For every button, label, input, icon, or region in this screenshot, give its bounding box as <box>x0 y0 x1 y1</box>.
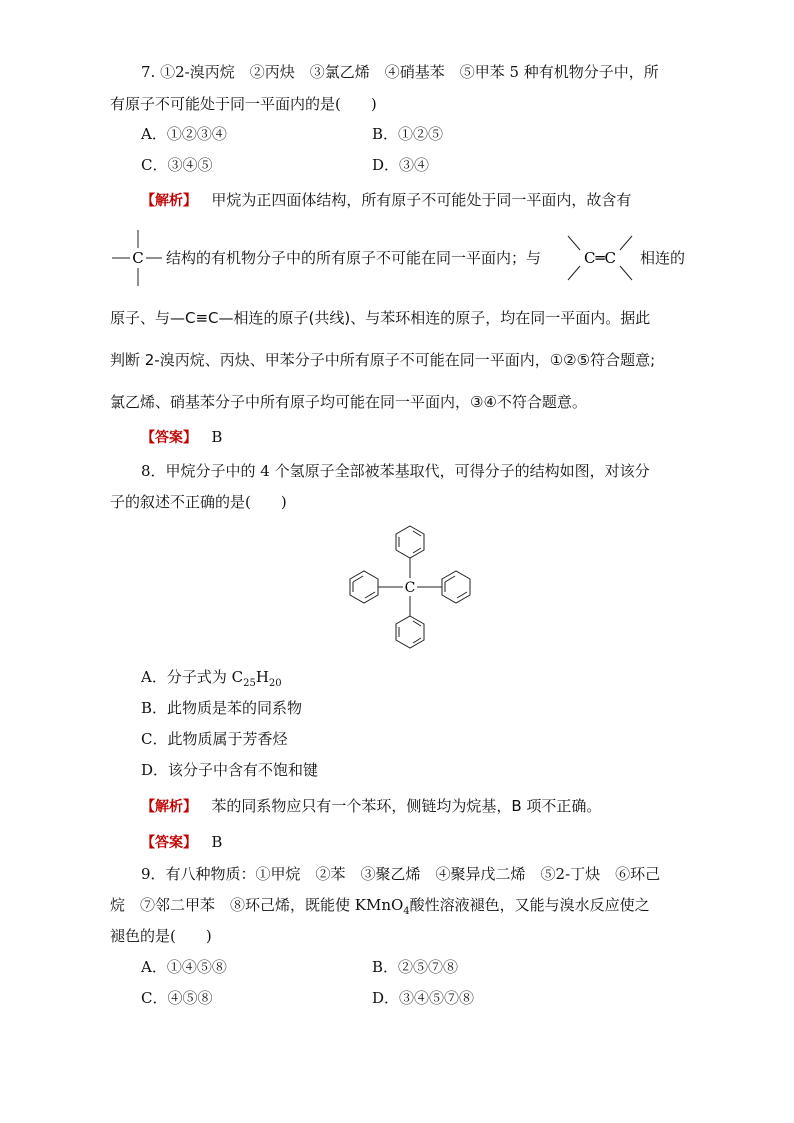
q9-option-a: A．①④⑤⑧ <box>141 958 227 976</box>
double-bond-label: C═C <box>584 249 616 267</box>
q8-stem-line1: 8．甲烷分子中的 4 个氢原子全部被苯基取代，可得分子的结构如图，对该分 <box>141 462 650 480</box>
q7-analysis-line3: 原子、与—C≡C—相连的原子(共线)、与苯环相连的原子，均在同一平面内。据此 <box>110 309 651 327</box>
q8-answer-value: B <box>211 833 223 851</box>
alkene-double-bond-diagram <box>564 232 636 284</box>
q7-analysis-line2-end: 相连的 <box>640 249 686 267</box>
q9-option-c: C．④⑤⑧ <box>141 989 213 1007</box>
carbon-atom-label: C <box>132 249 144 267</box>
q8-option-c: C．此物质属于芳香烃 <box>141 730 288 748</box>
q8-stem-line2: 子的叙述不正确的是( ) <box>110 493 287 511</box>
q7-option-a: A．①②③④ <box>141 125 227 143</box>
q8-answer-tag: 【答案】 <box>141 835 197 851</box>
q9-stem-line3: 褪色的是( ) <box>110 927 212 945</box>
q7-answer-tag: 【答案】 <box>141 430 197 446</box>
q8-option-a: A．分子式为 $C_{25}H_{20}$ <box>141 668 282 689</box>
q9-stem-line2: 烷 ⑦邻二甲苯 ⑧环己烯，既能使 KMnO$_4$酸性溶液褪色，又能与溴水反应使之 <box>110 896 650 917</box>
tetrahedral-carbon-diagram <box>110 228 168 288</box>
q8-analysis-line <box>141 796 601 817</box>
q7-answer-value: B <box>211 428 223 446</box>
q7-option-d: D．③④ <box>372 156 430 174</box>
central-carbon-label: C <box>404 580 416 596</box>
q7-analysis-text1: 甲烷为正四面体结构，所有原子不可能处于同一平面内，故含有 <box>211 191 632 209</box>
q7-stem-line1: 7. ①2-溴丙烷 ②丙炔 ③氯乙烯 ④硝基苯 ⑤甲苯 5 种有机物分子中，所 <box>141 63 659 81</box>
q9-option-d: D．③④⑤⑦⑧ <box>372 989 475 1007</box>
q8-option-d: D．该分子中含有不饱和键 <box>141 761 319 779</box>
q8-option-b: B．此物质是苯的同系物 <box>141 699 303 717</box>
q8-analysis-tag: 【解析】 <box>141 799 197 815</box>
q9-stem-line1: 9．有八种物质：①甲烷 ②苯 ③聚乙烯 ④聚异戊二烯 ⑤2-丁炔 ⑥环己 <box>141 865 661 883</box>
q7-option-b: B．①②⑤ <box>372 125 444 143</box>
q7-analysis-line2-mid: 结构的有机物分子中的所有原子不可能在同一平面内；与 <box>166 249 542 267</box>
q8-answer-line <box>141 832 222 853</box>
q7-analysis-tag: 【解析】 <box>141 193 197 209</box>
q8-analysis-text: 苯的同系物应只有一个苯环，侧链均为烷基，B 项不正确。 <box>211 797 602 815</box>
q7-analysis-line1 <box>141 190 631 211</box>
q7-analysis-line5: 氯乙烯、硝基苯分子中所有原子均可能在同一平面内，③④不符合题意。 <box>110 393 587 411</box>
tetraphenylmethane-structure <box>340 522 480 654</box>
q7-analysis-line4: 判断 2-溴丙烷、丙炔、甲苯分子中所有原子不可能在同一平面内，①②⑤符合题意; <box>110 351 656 369</box>
q9-option-b: B．②⑤⑦⑧ <box>372 958 459 976</box>
q7-stem-line2: 有原子不可能处于同一平面内的是( ) <box>110 95 377 113</box>
q7-answer-line <box>141 427 222 448</box>
q7-option-c: C．③④⑤ <box>141 156 213 174</box>
